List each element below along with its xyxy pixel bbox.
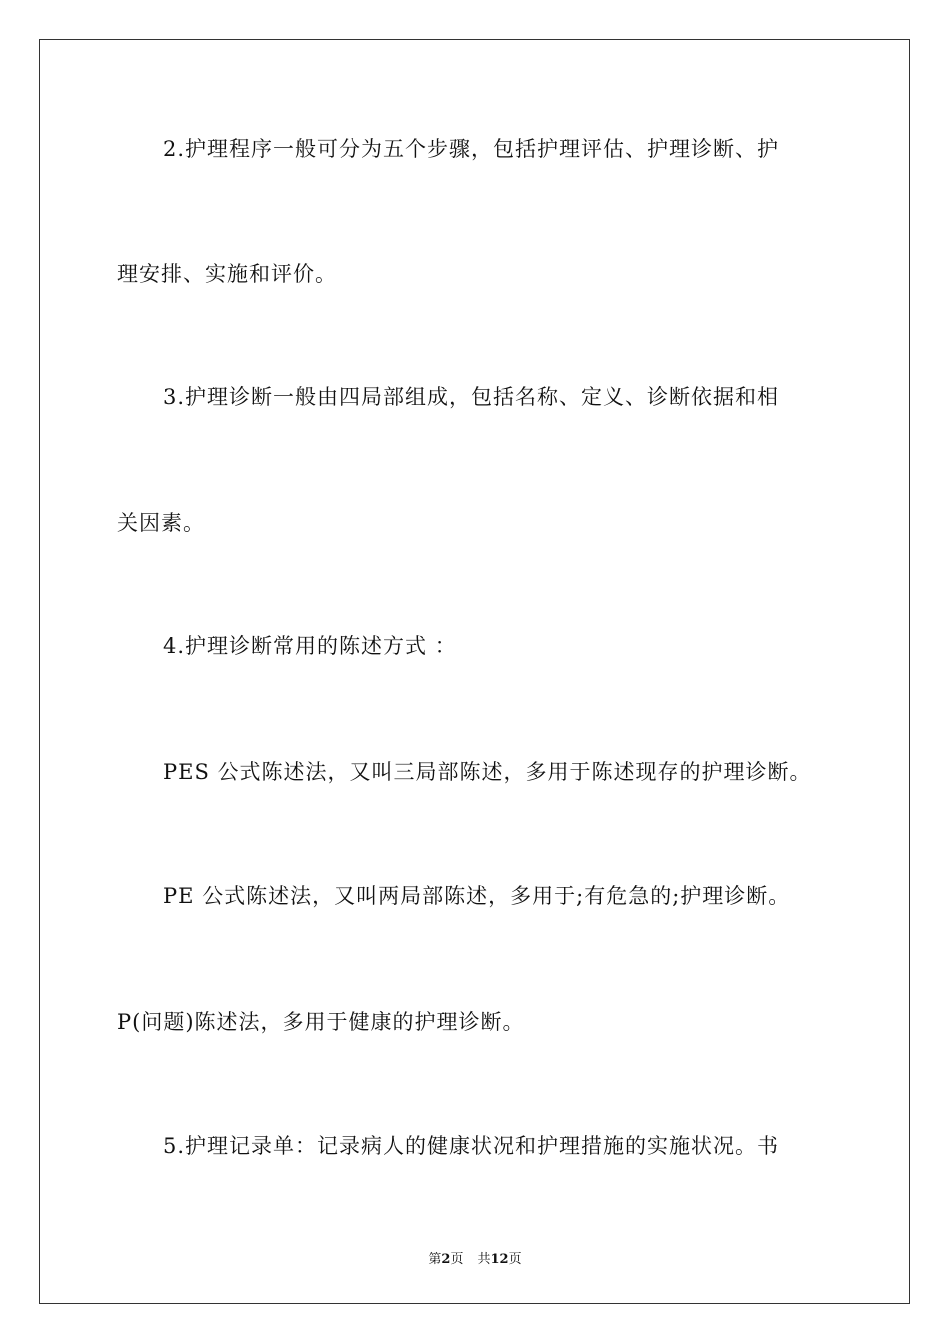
paragraph-2-line-1: 2.护理程序一般可分为五个步骤，包括护理评估、护理诊断、护 <box>163 137 780 161</box>
page-border <box>39 39 910 1304</box>
paragraph-3-line-2: 关因素。 <box>117 511 205 535</box>
p-method-line: P(问题)陈述法，多用于健康的护理诊断。 <box>117 1010 525 1034</box>
footer-page-number: 2 <box>441 1252 451 1267</box>
footer-total-number: 12 <box>490 1252 509 1267</box>
pe-method-line: PE 公式陈述法，又叫两局部陈述，多用于;有危急的;护理诊断。 <box>163 884 791 908</box>
paragraph-2-line-2: 理安排、实施和评价。 <box>117 262 337 286</box>
paragraph-5-line-1: 5.护理记录单：记录病人的健康状况和护理措施的实施状况。书 <box>163 1134 780 1158</box>
paragraph-4-heading: 4.护理诊断常用的陈述方式 ： <box>163 634 457 658</box>
footer-page-prefix: 第 <box>428 1252 442 1267</box>
page-footer <box>0 1248 950 1267</box>
footer-page-suffix: 页 <box>450 1252 464 1267</box>
pes-method-line: PES 公式陈述法，又叫三局部陈述，多用于陈述现存的护理诊断。 <box>163 760 812 784</box>
footer-total-suffix: 页 <box>508 1252 522 1267</box>
footer-total-prefix: 共 <box>477 1252 491 1267</box>
paragraph-3-line-1: 3.护理诊断一般由四局部组成，包括名称、定义、诊断依据和相 <box>163 385 780 409</box>
